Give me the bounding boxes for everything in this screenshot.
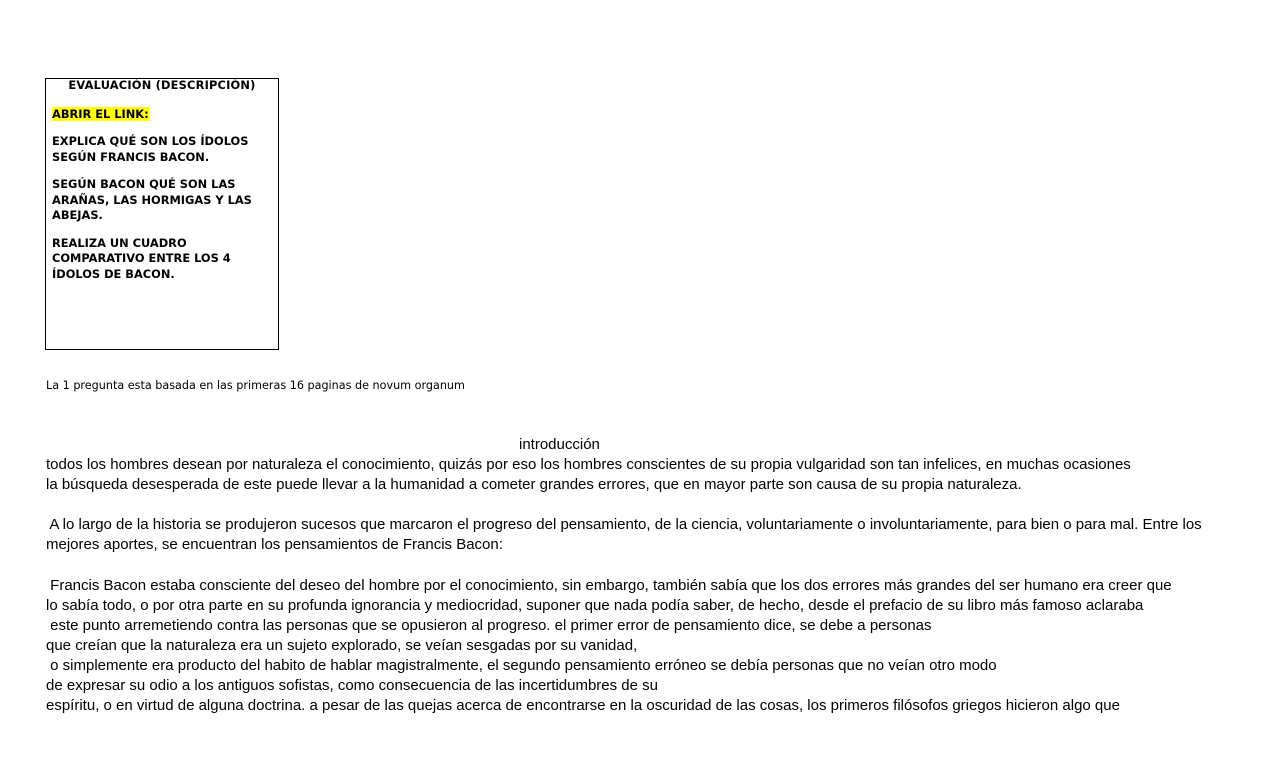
- essay-line: todos los hombres desean por naturaleza el conocimiento, quizás por eso los hombres conscientes de su propia vulgaridad son tan infelices, en muchas ocasiones: [46, 456, 1131, 474]
- essay-line: lo sabía todo, o por otra parte en su profunda ignorancia y mediocridad, suponer que nada podía saber, de hecho, desde el prefacio de su libro más famoso aclaraba: [46, 596, 1144, 614]
- essay-line: [46, 495, 1246, 515]
- open-link-highlight[interactable]: ABRIR EL LINK:: [52, 106, 149, 121]
- task-item-3: REALIZA UN CUADRO COMPARATIVO ENTRE LOS 4 ÍDOLOS DE BACON.: [52, 235, 231, 281]
- task-item-1: EXPLICA QUÉ SON LOS ÍDOLOS SEGÚN FRANCIS BACON.: [52, 134, 249, 164]
- essay-line: Francis Bacon estaba consciente del deseo del hombre por el conocimiento, sin embargo, también sabía que los dos errores más grandes del ser humano era creer que: [46, 576, 1172, 594]
- essay-line: A lo largo de la historia se produjeron sucesos que marcaron el progreso del pensamiento, de la ciencia, voluntariamente o involuntariamente, para bien o para mal. Entre los: [46, 516, 1202, 534]
- evaluation-title: EVALUACIÓN (DESCRIPCIÓN): [68, 78, 256, 92]
- essay-line: de expresar su odio a los antiguos sofistas, como consecuencia de las incertidumbres de su: [46, 677, 659, 695]
- essay-line: [46, 556, 1246, 576]
- essay-line: espíritu, o en virtud de alguna doctrina. a pesar de las quejas acerca de encontrarse en la oscuridad de las cosas, los primeros filósofos griegos hicieron algo que: [46, 697, 1120, 715]
- essay-title: introducción: [519, 436, 600, 453]
- essay-line: la búsqueda desesperada de este puede llevar a la humanidad a cometer grandes errores, que en mayor parte son causa de su propia naturaleza.: [46, 476, 1022, 494]
- evaluation-box: [45, 78, 279, 350]
- essay-line: o simplemente era producto del habito de hablar magistralmente, el segundo pensamiento erróneo se debía personas que no veían otro modo: [46, 657, 997, 675]
- essay-body: [46, 435, 1246, 716]
- task-item-2: SEGÚN BACON QUÉ SON LAS ARAÑAS, LAS HORMIGAS Y LAS ABEJAS.: [52, 177, 252, 222]
- essay-line: este punto arremetiendo contra las personas que se opusieron al progreso. el primer error de pensamiento dice, se debe a personas: [46, 616, 932, 634]
- reference-note: La 1 pregunta esta basada en las primeras 16 paginas de novum organum: [46, 379, 465, 392]
- open-link-label[interactable]: [52, 107, 272, 123]
- essay-line: que creían que la naturaleza era un sujeto explorado, se veían sesgadas por su vanidad,: [46, 636, 638, 654]
- essay-line: mejores aportes, se encuentran los pensamientos de Francis Bacon:: [46, 536, 503, 554]
